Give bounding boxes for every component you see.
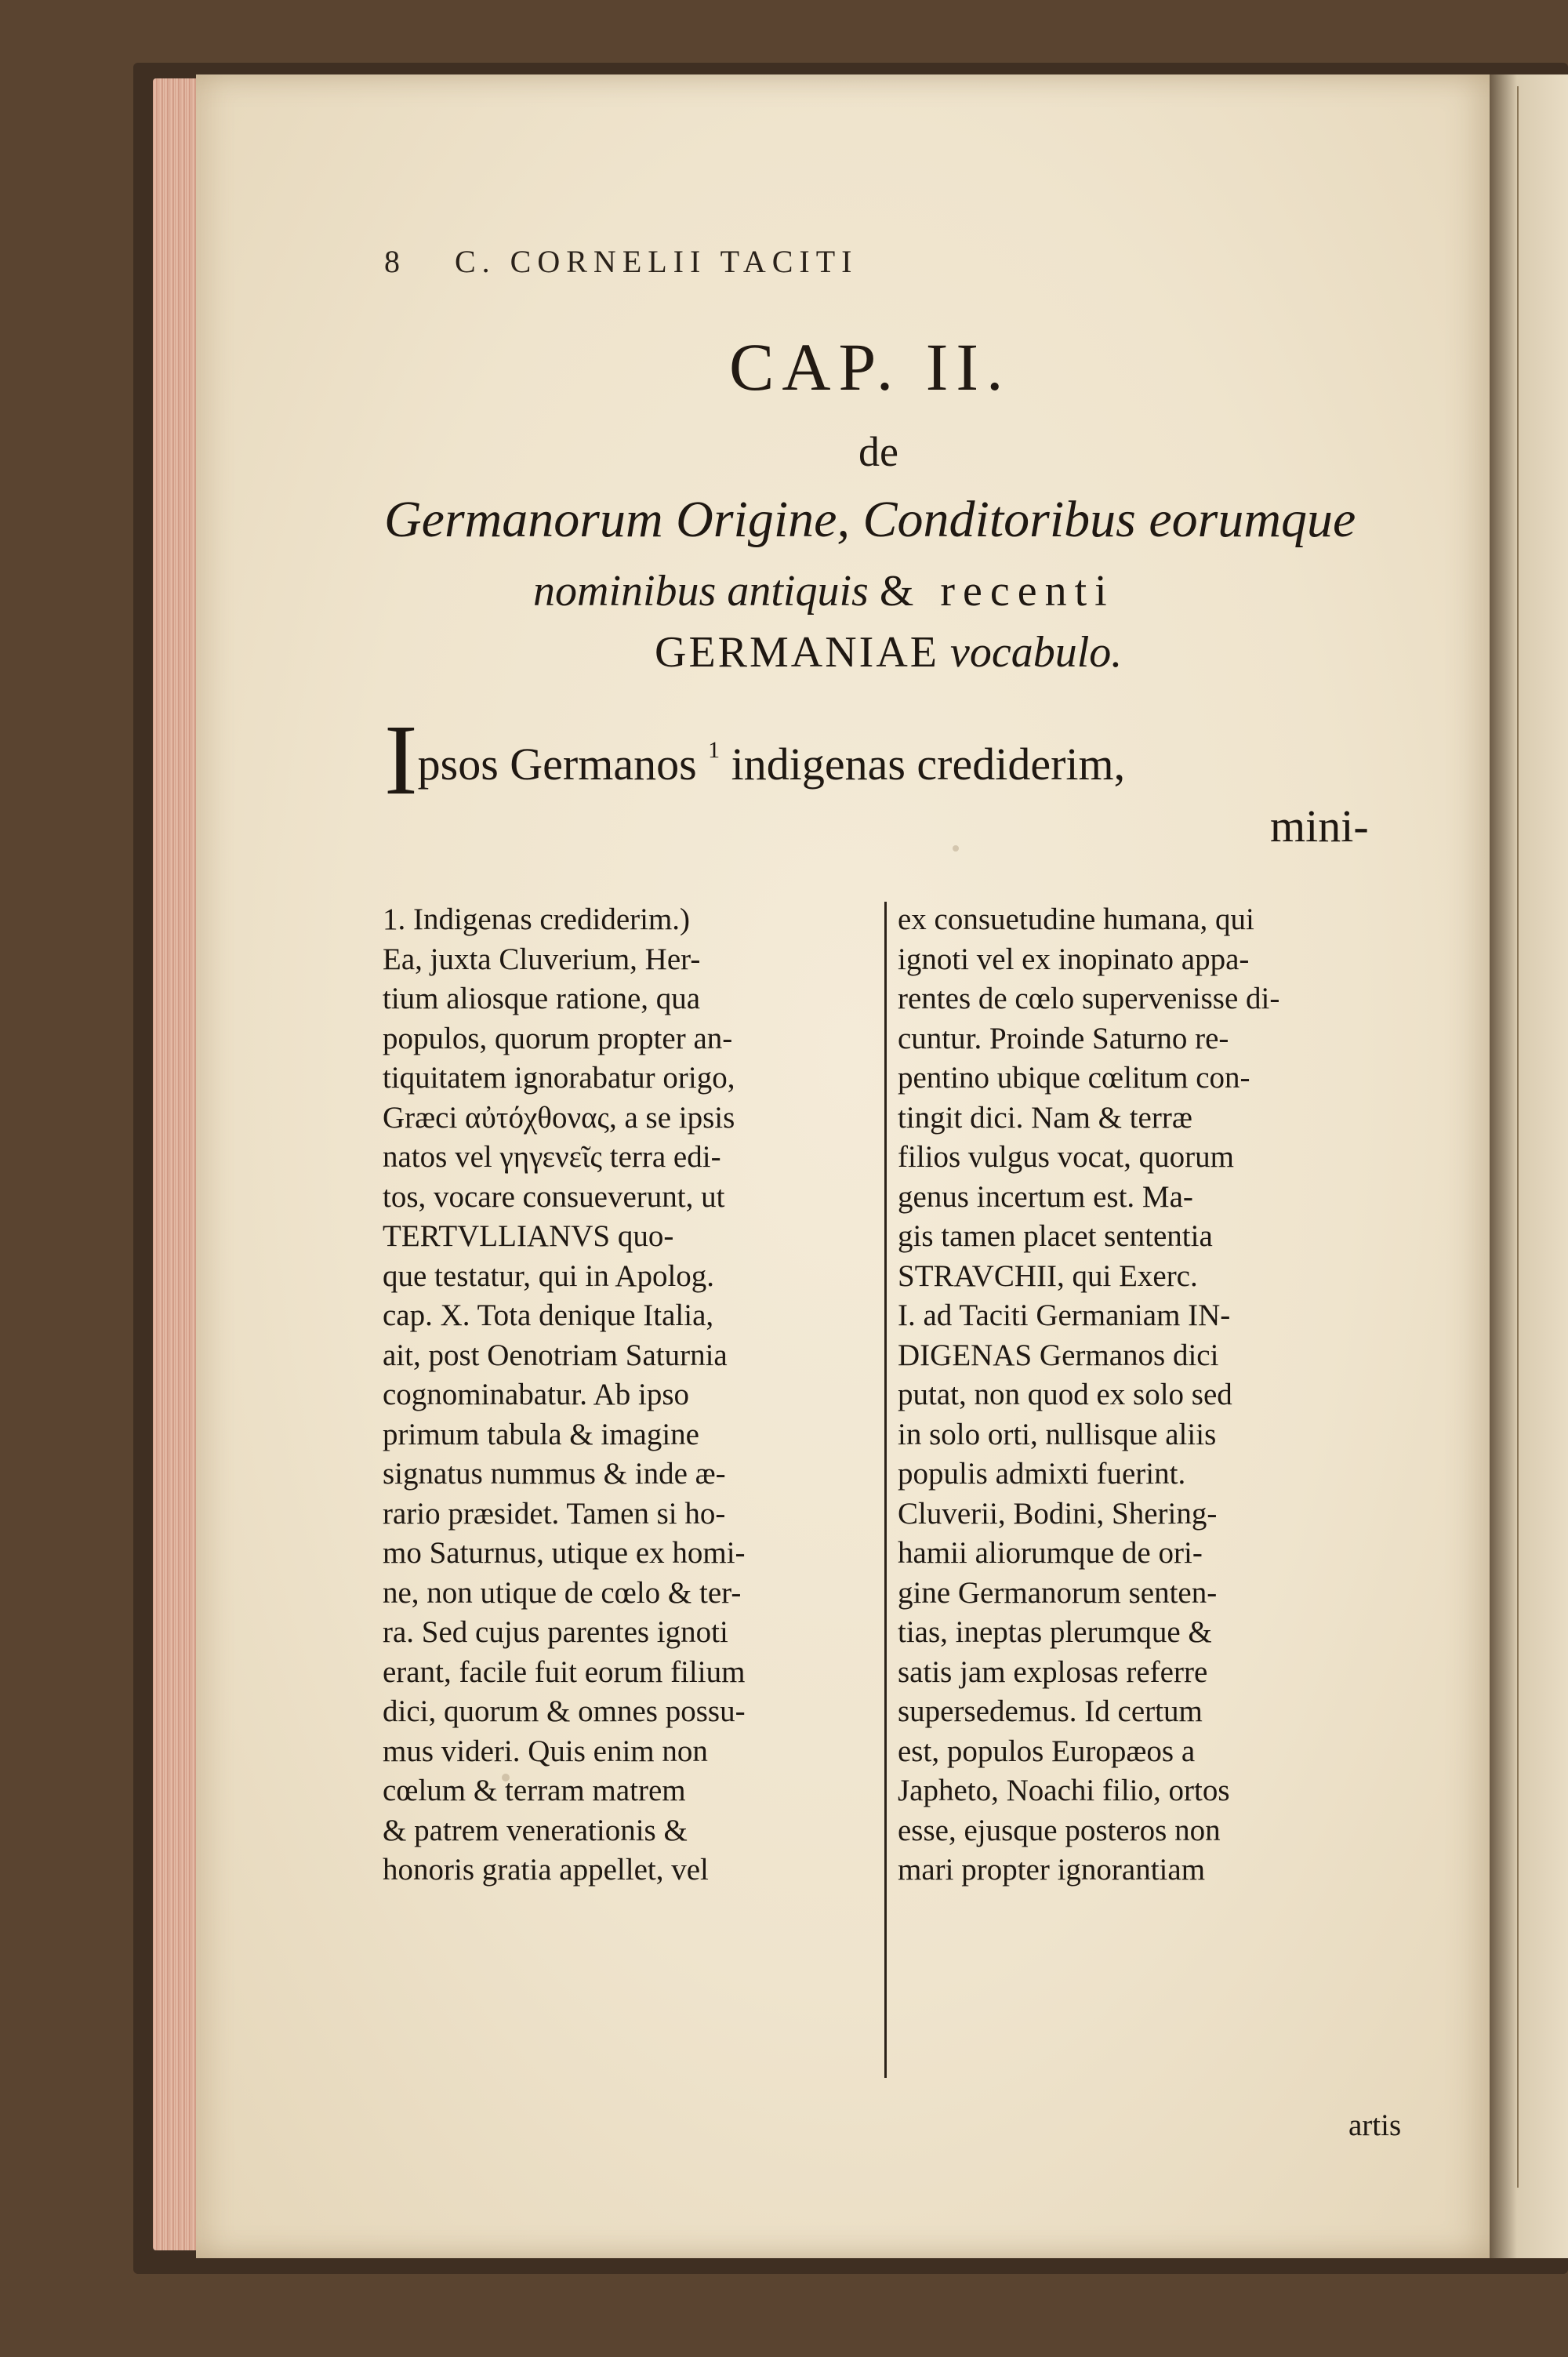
facing-page-edge	[1517, 86, 1533, 2188]
chapter-title-line-3-italic: vocabulo.	[949, 628, 1123, 677]
footnote-catchword: artis	[1348, 2108, 1402, 2142]
footnote-line: pentino ubique cœlitum con-	[898, 1061, 1250, 1095]
footnote-line: putat, non quod ex solo sed	[898, 1378, 1232, 1411]
footnote-line: supersedemus. Id certum	[898, 1694, 1203, 1728]
footnote-line: cognominabatur. Ab ipso	[383, 1378, 690, 1411]
running-title: C. CORNELII TACITI	[455, 244, 858, 279]
footnote-right-column	[898, 900, 1401, 1890]
footnote-line: tingit dici. Nam & terræ	[898, 1100, 1192, 1135]
footnote-line: ne, non utique de cœlo & ter-	[383, 1575, 742, 1610]
chapter-label: CAP. II.	[729, 329, 1011, 405]
footnote-line: que testatur, qui in Apolog.	[383, 1258, 715, 1293]
chapter-title-line-2-italic: nominibus antiquis	[533, 567, 869, 616]
footnote-line: mari propter ignorantiam	[898, 1853, 1206, 1887]
chapter-title-caps: GERMANIAE	[655, 628, 939, 677]
main-text-line	[384, 704, 1126, 815]
footnote-line: rario præsidet. Tamen si ho-	[383, 1496, 726, 1531]
footnote-line: rentes de cœlo supervenisse di-	[898, 982, 1280, 1015]
footnote-line: primum tabula & imagine	[383, 1417, 699, 1451]
footnote-line: ait, post Oenotriam Saturnia	[383, 1338, 728, 1372]
footnote-line: mus videri. Quis enim non	[383, 1734, 708, 1768]
footnote-line: natos vel γηγενεῖς terra edi-	[383, 1140, 721, 1174]
footnote-line: populos, quorum propter an-	[383, 1021, 733, 1055]
footnote-line: ex consuetudine humana, qui	[898, 902, 1254, 936]
footnote-line: erant, facile fuit eorum filium	[383, 1654, 746, 1689]
chapter-title-line-3	[655, 627, 1122, 677]
chapter-title-line-1: Germanorum Origine, Conditoribus eorumque	[384, 491, 1356, 548]
page-number: 8	[384, 244, 400, 279]
footnote-line: gis tamen placet sententia	[898, 1219, 1213, 1253]
footnote-line: signatus nummus & inde æ-	[383, 1457, 726, 1491]
footnote-line: STRAVCHII, qui Exerc.	[898, 1258, 1198, 1293]
foxing-spot	[953, 845, 959, 852]
footnote-line: Cluverii, Bodini, Shering-	[898, 1496, 1218, 1531]
footnote-line: populis admixti fuerint.	[898, 1457, 1186, 1491]
running-header	[384, 243, 1168, 290]
footnote-left-column	[383, 900, 873, 1890]
footnote-line: tiquitatem ignorabatur origo,	[383, 1061, 735, 1095]
chapter-title-line-2	[533, 566, 1115, 616]
footnote-line: esse, ejusque posteros non	[898, 1813, 1221, 1847]
footnote-line: 1. Indigenas crediderim.)	[383, 902, 691, 936]
footnote-line: cœlum & terram matrem	[383, 1774, 686, 1807]
footnote-line: tias, ineptas plerumque &	[898, 1615, 1212, 1649]
chapter-title-line-2-rest: & recenti	[879, 567, 1115, 616]
footnote-line: est, populos Europæos a	[898, 1734, 1196, 1768]
footnote-line: filios vulgus vocat, quorum	[898, 1140, 1234, 1174]
drop-cap: I	[384, 704, 418, 815]
footnote-line: Japheto, Noachi filio, ortos	[898, 1774, 1230, 1807]
catchword: mini-	[1270, 801, 1369, 852]
footnote-line: & patrem venerationis &	[383, 1813, 688, 1847]
footnote-marker: 1	[708, 737, 720, 763]
column-divider	[884, 902, 887, 2078]
footnote-line: Græci αὐτόχθονας, a se ipsis	[383, 1100, 735, 1135]
footnote-line: TERTVLLIANVS quo-	[383, 1219, 674, 1253]
footnote-line: Ea, juxta Cluverium, Her-	[383, 942, 701, 976]
footnote-line: honoris gratia appellet, vel	[383, 1853, 709, 1887]
page-edges	[153, 78, 200, 2250]
footnote-line: DIGENAS Germanos dici	[898, 1338, 1219, 1372]
footnote-line: dici, quorum & omnes possu-	[383, 1694, 746, 1728]
footnote-line: in solo orti, nullisque aliis	[898, 1417, 1217, 1451]
footnote-line: cap. X. Tota denique Italia,	[383, 1298, 714, 1332]
footnote-line: I. ad Taciti Germaniam IN-	[898, 1298, 1231, 1332]
footnote-line: gine Germanorum senten-	[898, 1575, 1218, 1610]
footnote-line: tos, vocare consueverunt, ut	[383, 1179, 725, 1214]
footnote-line: cuntur. Proinde Saturno re-	[898, 1021, 1229, 1055]
footnote-line: tium aliosque ratione, qua	[383, 982, 701, 1015]
chapter-preposition: de	[858, 428, 898, 475]
footnote-line: ignoti vel ex inopinato appa-	[898, 942, 1250, 976]
main-text-rest: indigenas crediderim,	[731, 739, 1126, 790]
footnote-line: mo Saturnus, utique ex homi-	[383, 1536, 746, 1570]
footnote-line: ra. Sed cujus parentes ignoti	[383, 1615, 728, 1649]
footnote-line: satis jam explosas referre	[898, 1654, 1208, 1689]
main-text-opening: psos Germanos	[417, 739, 697, 790]
footnote-line: hamii aliorumque de ori-	[898, 1536, 1203, 1570]
footnote-line: genus incertum est. Ma-	[898, 1179, 1193, 1214]
